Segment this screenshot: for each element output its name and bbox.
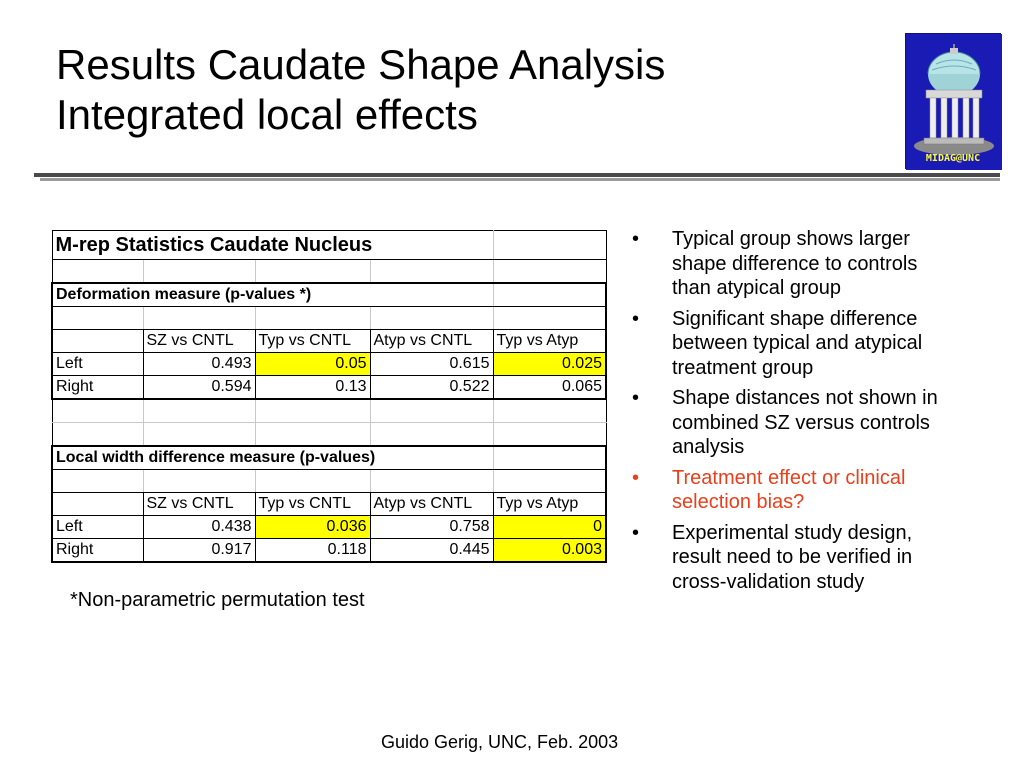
- row-label: Left: [52, 353, 143, 376]
- bullet-text: Shape distances not shown in combined SZ versus controls analysis: [672, 387, 938, 458]
- slide-title: [56, 40, 665, 140]
- table-row: [52, 376, 606, 400]
- cell-value: 0.522: [370, 376, 493, 400]
- stats-table: [51, 230, 607, 563]
- section-heading: Deformation measure (p-values *): [52, 283, 493, 307]
- footnote: *Non-parametric permutation test: [70, 589, 365, 611]
- cell-value: 0.13: [255, 376, 370, 400]
- cell-value: 0.438: [143, 516, 255, 539]
- table-row: [52, 353, 606, 376]
- cell-value-highlighted: 0: [493, 516, 606, 539]
- midag-logo: [905, 33, 1001, 169]
- title-line-1: Results Caudate Shape Analysis: [56, 41, 666, 88]
- title-divider-shadow: [40, 178, 1000, 181]
- column-header: Typ vs Atyp: [493, 330, 606, 353]
- bullet-dot: •: [632, 387, 640, 409]
- bullet-text: Experimental study design, result need to be verified in cross-validation study: [672, 521, 913, 593]
- logo-text: MIDAG@UNC: [925, 153, 981, 164]
- bullet-item: [630, 386, 950, 460]
- cell-value-highlighted: 0.05: [255, 353, 370, 376]
- spacer-row: [52, 470, 606, 493]
- section-heading-row: [52, 283, 606, 307]
- column-header: Atyp vs CNTL: [370, 330, 493, 353]
- row-label: Right: [52, 539, 143, 563]
- bullet-list: [630, 227, 950, 600]
- spacer-row: [52, 423, 606, 447]
- bullet-item: [630, 307, 950, 381]
- bullet-item: [630, 227, 950, 301]
- section-heading-row: [52, 446, 606, 470]
- table-title: M-rep Statistics Caudate Nucleus: [52, 231, 493, 260]
- bullet-dot: •: [632, 307, 640, 330]
- column-header-row: [52, 493, 606, 516]
- column-header: Typ vs CNTL: [255, 330, 370, 353]
- bullet-dot: •: [632, 521, 640, 544]
- cell-value: 0.445: [370, 539, 493, 563]
- bullet-text: Significant shape difference between typical and atypical treatment group: [672, 307, 923, 379]
- slide-footer: Guido Gerig, UNC, Feb. 2003: [381, 732, 619, 752]
- bullet-text: Treatment effect or clinical selection bias?: [672, 466, 906, 513]
- section-heading: Local width difference measure (p-values): [52, 446, 493, 470]
- column-header: SZ vs CNTL: [143, 493, 255, 516]
- table-row: [52, 516, 606, 539]
- column-header: SZ vs CNTL: [143, 330, 255, 353]
- bullet-item: [630, 521, 950, 595]
- column-header: Typ vs Atyp: [493, 493, 606, 516]
- column-header: Atyp vs CNTL: [370, 493, 493, 516]
- spacer-row: [52, 260, 606, 284]
- bullet-text: Typical group shows larger shape difference to controls than atypical group: [672, 228, 918, 299]
- spacer-row: [52, 399, 606, 423]
- cell-value: 0.493: [143, 353, 255, 376]
- row-label: Left: [52, 516, 143, 539]
- bullet-item-highlighted: [630, 466, 950, 515]
- table-title-row: [52, 231, 606, 260]
- cell-value: 0.917: [143, 539, 255, 563]
- table-row: [52, 539, 606, 563]
- title-divider: [34, 173, 1000, 177]
- bullet-dot: •: [632, 466, 640, 489]
- column-header-row: [52, 330, 606, 353]
- bullet-dot: •: [632, 228, 640, 250]
- row-label: Right: [52, 376, 143, 400]
- cell-value-highlighted: 0.036: [255, 516, 370, 539]
- cell-value-highlighted: 0.003: [493, 539, 606, 563]
- title-line-2: Integrated local effects: [56, 91, 478, 138]
- cell-value: 0.594: [143, 376, 255, 400]
- spacer-row: [52, 307, 606, 330]
- cell-value: 0.758: [370, 516, 493, 539]
- cell-value: 0.065: [493, 376, 606, 400]
- cell-value: 0.118: [255, 539, 370, 563]
- dome-building-icon: [906, 34, 1002, 170]
- cell-value-highlighted: 0.025: [493, 353, 606, 376]
- cell-value: 0.615: [370, 353, 493, 376]
- column-header: Typ vs CNTL: [255, 493, 370, 516]
